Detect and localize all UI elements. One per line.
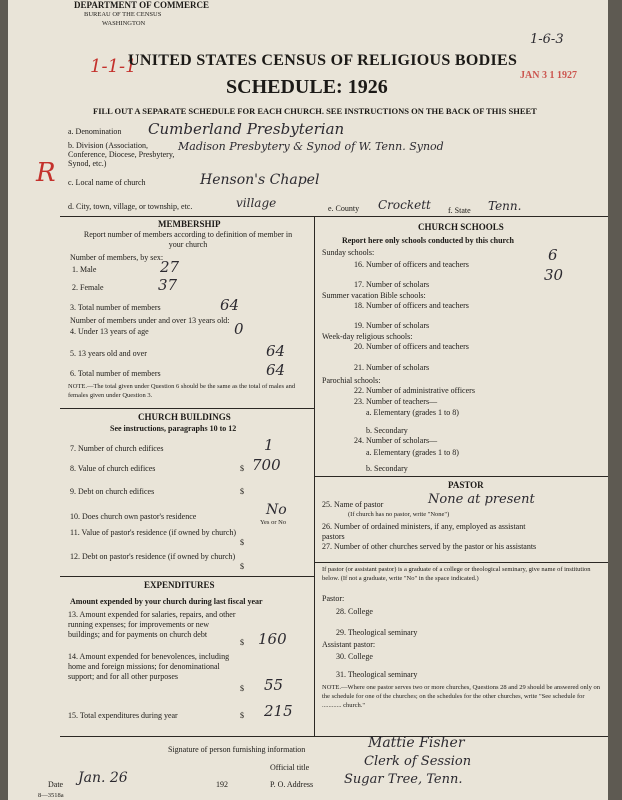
q30-label: 30. College: [336, 652, 373, 661]
pastor-sub-label: Pastor:: [322, 594, 345, 603]
local-name-value: Henson's Chapel: [200, 172, 320, 188]
q20-label: 20. Number of officers and teachers: [354, 342, 469, 351]
r-mark: R: [36, 158, 56, 188]
county-label: e. County: [328, 204, 360, 213]
expenditures-rule: [60, 576, 314, 577]
department-label: DEPARTMENT OF COMMERCE: [74, 0, 210, 10]
graduate-note: If pastor (or assistant pastor) is a graduate of a college or theological seminary, give name of institution below. (If not a graduate, write "No" in the space indicated.): [322, 566, 591, 582]
q25-hint: (If church has no pastor, write "None"): [348, 511, 450, 518]
signature-value: Mattie Fisher: [368, 735, 465, 751]
official-title-value: Clerk of Session: [364, 754, 472, 769]
q22-label: 22. Number of administrative officers: [354, 386, 475, 395]
q4-value: 0: [234, 320, 244, 338]
expenditures-intro: Amount expended by your church during last fiscal year: [70, 597, 263, 606]
q11-dollar: $: [240, 538, 244, 547]
membership-heading: MEMBERSHIP: [158, 219, 221, 229]
q26-label: 26. Number of ordained ministers, if any, employed as assistant pastors: [322, 522, 526, 541]
q7-value: 1: [264, 436, 274, 454]
q1-value: 27: [160, 258, 180, 276]
q19-label: 19. Number of scholars: [354, 321, 430, 330]
q11-label: 11. Value of pastor's residence (if owned by church): [70, 528, 237, 537]
graduate-rule: [314, 562, 608, 563]
expenditures-heading: EXPENDITURES: [144, 580, 215, 590]
q5-value: 64: [266, 342, 286, 360]
buildings-rule: [60, 408, 314, 409]
q10-label: 10. Does church own pastor's residence: [70, 512, 197, 521]
pastor-rule: [314, 476, 608, 477]
division-label: b. Division (Association, Conference, Diocese, Presbytery, Synod, etc.): [68, 141, 175, 168]
q16-value: 6: [548, 246, 558, 264]
q25-value: None at present: [428, 492, 535, 507]
q17-label: 17. Number of scholars: [354, 280, 430, 289]
form-title: UNITED STATES CENSUS OF RELIGIOUS BODIES: [128, 52, 518, 69]
q8-label: 8. Value of church edifices: [70, 464, 156, 473]
po-address-value: Sugar Tree, Tenn.: [344, 772, 463, 787]
asst-pastor-label: Assistant pastor:: [322, 640, 376, 649]
q3-label: 3. Total number of members: [70, 303, 161, 312]
q2-label: 2. Female: [72, 283, 104, 292]
official-title-label: Official title: [270, 763, 310, 772]
denomination-value: Cumberland Presbyterian: [148, 120, 345, 138]
form-number: 8—3518a: [38, 792, 64, 799]
q24-label: 24. Number of scholars—: [354, 436, 438, 445]
q3-value: 64: [220, 296, 240, 314]
schools-heading: CHURCH SCHOOLS: [418, 222, 504, 232]
local-name-label: c. Local name of church: [68, 178, 146, 187]
q15-value: 215: [264, 702, 293, 720]
code-right: 1-6-3: [530, 32, 564, 47]
bureau-label: BUREAU OF THE CENSUS: [84, 11, 162, 18]
city-town-label: d. City, town, village, or township, etc.: [68, 202, 193, 211]
q14-dollar: $: [240, 684, 244, 693]
denomination-label: a. Denomination: [68, 127, 122, 136]
q18-label: 18. Number of officers and teachers: [354, 301, 469, 310]
code-left: 1-1-1: [90, 56, 137, 77]
q13-value: 160: [258, 630, 287, 648]
q1-label: 1. Male: [72, 265, 97, 274]
date-label: Date: [48, 780, 64, 789]
q17-value: 30: [544, 266, 564, 284]
q29-label: 29. Theological seminary: [336, 628, 418, 637]
top-section-rule: [60, 216, 608, 217]
q24b-label: b. Secondary: [366, 464, 408, 473]
parochial-label: Parochial schools:: [322, 376, 381, 385]
q2-value: 37: [158, 276, 178, 294]
q27-label: 27. Number of other churches served by the pastor or his assistants: [322, 542, 537, 551]
sunday-label: Sunday schools:: [322, 248, 375, 257]
signature-label: Signature of person furnishing information: [168, 745, 306, 754]
q16-label: 16. Number of officers and teachers: [354, 260, 469, 269]
buildings-heading: CHURCH BUILDINGS: [138, 412, 231, 422]
census-schedule-sheet: [8, 0, 608, 800]
membership-intro: Report number of members according to definition of member in your church: [83, 230, 293, 249]
q31-label: 31. Theological seminary: [336, 670, 418, 679]
q9-dollar: $: [240, 487, 244, 496]
q6-label: 6. Total number of members: [70, 369, 161, 378]
q15-dollar: $: [240, 711, 244, 720]
buildings-sub: See instructions, paragraphs 10 to 12: [110, 424, 237, 433]
received-stamp: JAN 3 1 1927: [520, 70, 577, 81]
q5-label: 5. 13 years old and over: [70, 349, 147, 358]
state-label: f. State: [448, 206, 471, 215]
q23b-label: b. Secondary: [366, 426, 408, 435]
schools-intro: Report here only schools conducted by this church: [342, 236, 514, 245]
separate-schedule-instruction: FILL OUT A SEPARATE SCHEDULE FOR EACH CHURCH. SEE INSTRUCTIONS ON THE BACK OF THIS SHEET: [93, 106, 537, 116]
by-sex-label: Number of members, by sex:: [70, 253, 164, 262]
q9-label: 9. Debt on church edifices: [70, 487, 155, 496]
date-value: Jan. 26: [78, 770, 128, 786]
form-subtitle: SCHEDULE: 1926: [226, 76, 388, 98]
q12-dollar: $: [240, 562, 244, 571]
city-label: WASHINGTON: [102, 20, 146, 27]
vacation-label: Summer vacation Bible schools:: [322, 291, 426, 300]
q14-label: 14. Amount expended for benevolences, including home and foreign missions; for denominational support; and for all other purposes: [68, 652, 230, 681]
q25-label: 25. Name of pastor: [322, 500, 384, 509]
weekday-label: Week-day religious schools:: [322, 332, 413, 341]
q8-dollar: $: [240, 464, 244, 473]
q12-label: 12. Debt on pastor's residence (if owned by church): [70, 552, 236, 561]
po-address-label: P. O. Address: [270, 780, 314, 789]
pastor-note: NOTE.—Where one pastor serves two or more churches, Questions 28 and 29 should be answered only on the schedule for one of the churches; on the schedules for the other churches, write "See schedule for ............ church.": [322, 684, 600, 709]
county-value: Crockett: [378, 198, 431, 212]
q21-label: 21. Number of scholars: [354, 363, 430, 372]
q4-label: 4. Under 13 years of age: [70, 327, 149, 336]
state-value: Tenn.: [488, 199, 522, 213]
q15-label: 15. Total expenditures during year: [68, 711, 178, 720]
q13-label: 13. Amount expended for salaries, repairs, and other running expenses; for improvements or new buildings; and for payments on church debt: [68, 610, 236, 639]
q14-value: 55: [264, 676, 284, 694]
city-town-value: village: [236, 196, 277, 210]
membership-note: NOTE.—The total given under Question 6 should be the same as the total of males and females given under Question 3.: [68, 383, 296, 399]
bottom-section-rule: [60, 736, 608, 737]
pastor-heading: PASTOR: [448, 480, 484, 490]
q23-label: 23. Number of teachers—: [354, 397, 438, 406]
q23a-label: a. Elementary (grades 1 to 8): [366, 408, 459, 417]
q7-label: 7. Number of church edifices: [70, 444, 164, 453]
q28-label: 28. College: [336, 607, 373, 616]
yes-no-hint: Yes or No: [260, 519, 287, 526]
q13-dollar: $: [240, 638, 244, 647]
q24a-label: a. Elementary (grades 1 to 8): [366, 448, 459, 457]
age-intro: Number of members under and over 13 years old:: [70, 316, 230, 325]
q8-value: 700: [252, 456, 281, 474]
q6-value: 64: [266, 361, 286, 379]
q10-value: No: [266, 502, 287, 518]
division-value: Madison Presbytery & Synod of W. Tenn. Synod: [178, 140, 444, 153]
year-label: 192: [216, 780, 228, 789]
